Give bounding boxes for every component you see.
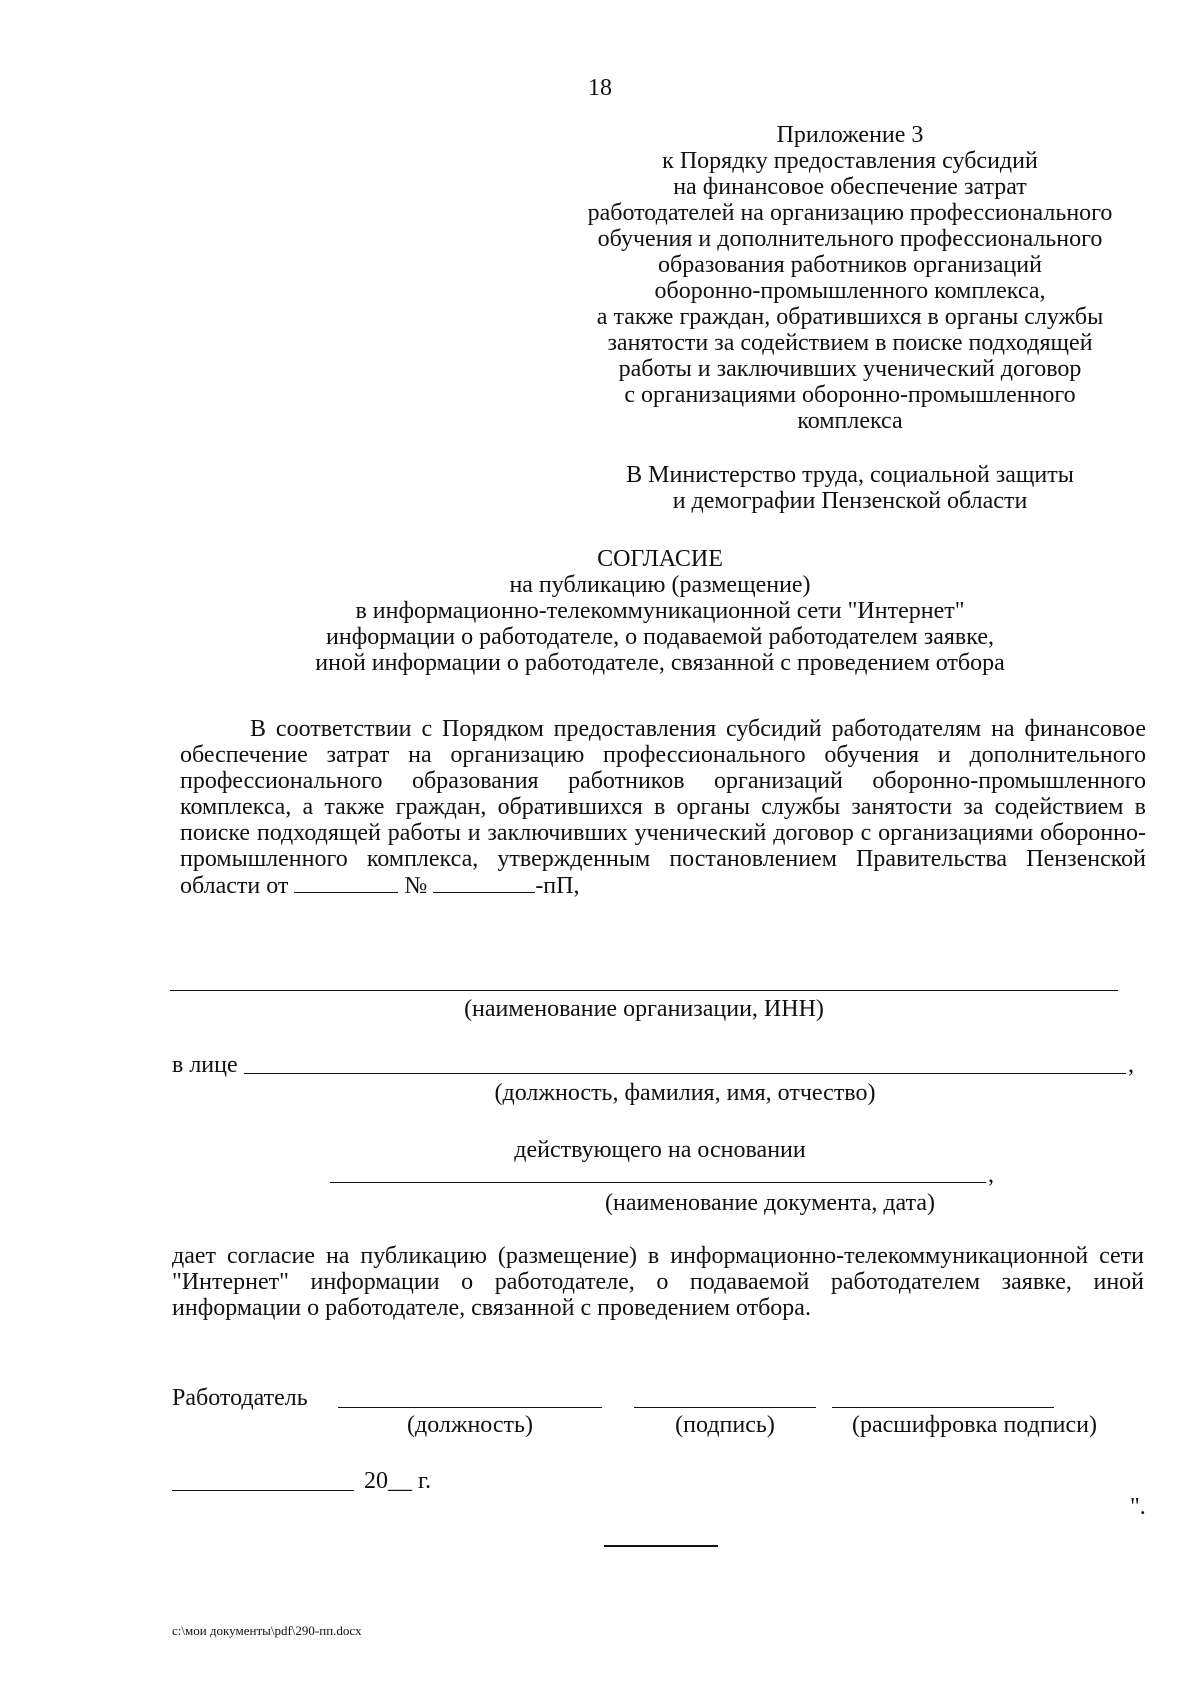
file-path-footer: c:\мои документы\pdf\290-пп.docx: [172, 1623, 362, 1638]
appendix-line: к Порядку предоставления субсидий: [662, 148, 1038, 174]
consent-statement: дает согласие на публикацию (размещение) в информационно-телекоммуникационной сети "Интернет" информации о работодателе, о подаваемой работодателем заявке, иной информации о работодателе, связанной с проведением отбора.: [172, 1243, 1144, 1321]
appendix-header: [580, 122, 1120, 434]
page-number: 18: [588, 75, 612, 101]
basis-comma: ,: [988, 1162, 994, 1188]
appendix-line: Приложение 3: [776, 122, 924, 148]
appendix-line: занятости за содействием в поиске подходящей: [607, 330, 1093, 356]
basis-label: действующего на основании: [514, 1137, 806, 1163]
appendix-line: комплекса: [797, 408, 903, 434]
number-prefix: №: [404, 873, 428, 899]
in-person-line[interactable]: [244, 1073, 1126, 1074]
position-caption: (должность): [407, 1412, 533, 1438]
appendix-line: обучения и дополнительного профессионального: [597, 226, 1103, 252]
org-caption: (наименование организации, ИНН): [464, 996, 824, 1022]
decoding-line[interactable]: [832, 1407, 1054, 1408]
appendix-line: оборонно-промышленного комплекса,: [654, 278, 1046, 304]
body-text: В соответствии с Порядком предоставления субсидий работодателям на финансовое обеспечение затрат на организацию профессионального обучения и дополнительного профессионального образования работников организаций оборонно-промышленного комплекса, а также граждан, обратившихся в органы службы занятости за содействием в поиске подходящей работы и заключивших ученический договор с организациями оборонно-промышленного комплекса, утвержденным постановлением Правительства Пензенской области от: [180, 716, 1146, 899]
appendix-line: с организациями оборонно-промышленного: [624, 382, 1076, 408]
in-person-label: в лице: [172, 1052, 238, 1078]
appendix-line: образования работников организаций: [658, 252, 1042, 278]
org-name-line[interactable]: [170, 990, 1118, 991]
year-text: 20__ г.: [364, 1468, 432, 1494]
consent-subtitle-line: в информационно-телекоммуникационной сети "Интернет": [355, 598, 965, 624]
addressee: [580, 462, 1120, 514]
appendix-line: работы и заключивших ученический договор: [618, 356, 1082, 382]
consent-subtitle-line: на публикацию (размещение): [509, 572, 811, 598]
person-caption: (должность, фамилия, имя, отчество): [494, 1080, 876, 1106]
end-divider: [604, 1545, 718, 1547]
appendix-line: работодателей на организацию профессионального: [587, 200, 1113, 226]
addressee-line: и демографии Пензенской области: [672, 488, 1028, 514]
position-line[interactable]: [338, 1407, 602, 1408]
signature-caption: (подпись): [675, 1412, 775, 1438]
appendix-line: а также граждан, обратившихся в органы службы: [596, 304, 1104, 330]
number-suffix: -пП,: [535, 873, 580, 899]
consent-title: СОГЛАСИЕ: [597, 546, 723, 572]
basis-line[interactable]: [330, 1182, 986, 1183]
consent-subtitle-line: информации о работодателе, о подаваемой работодателем заявке,: [326, 624, 994, 650]
consent-subtitle-line: иной информации о работодателе, связанной с проведением отбора: [315, 650, 1005, 676]
addressee-line: В Министерство труда, социальной защиты: [626, 462, 1074, 488]
signature-line[interactable]: [634, 1407, 816, 1408]
employer-label: Работодатель: [172, 1385, 308, 1411]
body-paragraph: [180, 716, 1146, 899]
basis-caption: (наименование документа, дата): [604, 1190, 936, 1216]
date-blank[interactable]: [294, 872, 398, 893]
date-line[interactable]: [172, 1490, 354, 1491]
decoding-caption: (расшифровка подписи): [852, 1412, 1097, 1438]
number-blank[interactable]: [433, 872, 535, 893]
closing-quote: ".: [1130, 1494, 1146, 1520]
appendix-line: на финансовое обеспечение затрат: [673, 174, 1027, 200]
in-person-comma: ,: [1128, 1052, 1134, 1078]
consent-heading: [170, 546, 1150, 676]
